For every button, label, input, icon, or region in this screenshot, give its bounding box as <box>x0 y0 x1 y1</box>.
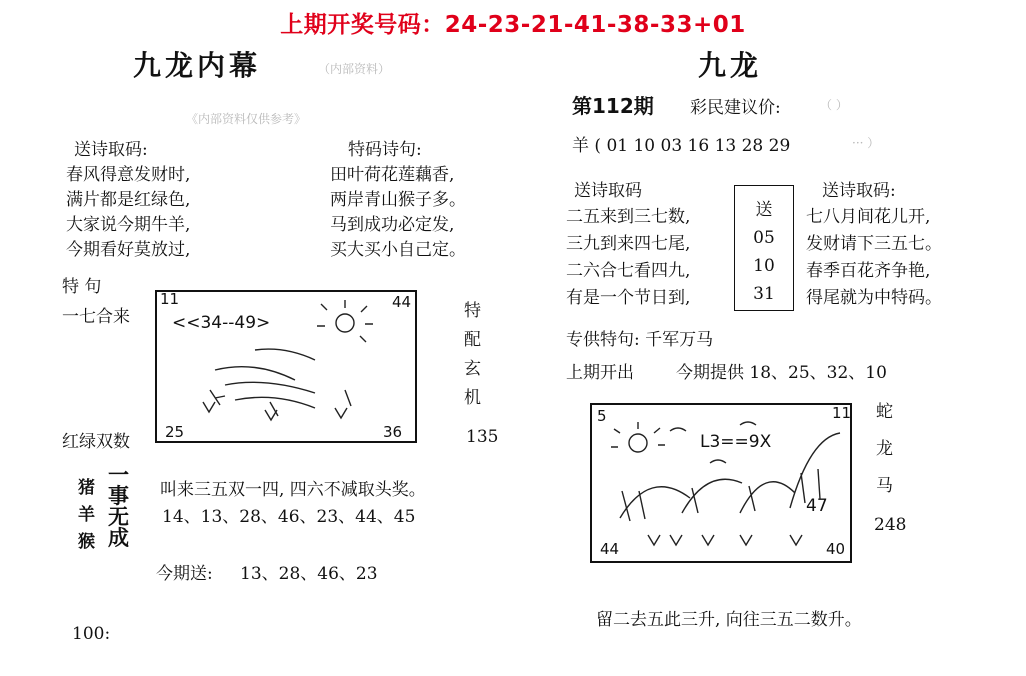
poem-line: 今期看好莫放过, <box>66 240 191 260</box>
send-box-number: 10 <box>753 256 775 276</box>
last-open-label: 上期开出 <box>566 363 634 383</box>
left-faint-note: 《内部资料仅供参考》 <box>186 112 307 126</box>
color-label: 红绿双数 <box>62 432 130 452</box>
price-label: 彩民建议价: <box>690 98 781 118</box>
animal: 猴 <box>78 532 95 552</box>
hatch-strokes-icon <box>622 469 820 521</box>
picture-corner-number: 25 <box>165 423 185 441</box>
right-side-vertical <box>876 394 893 505</box>
idiom-char: 一 <box>108 462 129 487</box>
picture-corner-number: 44 <box>600 540 620 558</box>
idiom-vertical <box>108 464 129 548</box>
picture-scribble: <<34--49> <box>172 313 271 333</box>
sun-icon <box>336 314 354 332</box>
right-title: 九龙 <box>698 49 763 82</box>
poem-line: 马到成功必定发, <box>330 215 455 235</box>
sheep-faint: ··· ） <box>852 136 880 150</box>
idiom-char: 无 <box>108 504 129 529</box>
send-label: 今期送: <box>156 564 213 584</box>
picture-corner-number: 11 <box>832 404 852 422</box>
sheep-line: 羊 ( 01 10 03 16 13 28 29 <box>572 136 791 156</box>
animal: 羊 <box>78 505 95 525</box>
tejv-label: 特 句 <box>62 277 102 297</box>
number-line: 14、13、28、46、23、44、45 <box>162 507 416 527</box>
side-char: 机 <box>464 388 481 408</box>
side-char: 特 <box>464 301 481 321</box>
poem-line: 七八月间花儿开, <box>806 207 931 227</box>
sun-icon <box>629 434 647 452</box>
poem-line: 大家说今期牛羊, <box>66 215 191 235</box>
sun-rays-icon <box>317 300 373 342</box>
poem-line: 满片都是红绿色, <box>66 190 191 210</box>
left-poem-header-right: 特码诗句: <box>348 140 422 160</box>
right-poem-right <box>806 204 942 312</box>
picture-corner-number: 36 <box>383 423 403 441</box>
poem-line: 三九到来四七尾, <box>566 234 691 254</box>
right-poem-header-left: 送诗取码 <box>574 181 642 201</box>
picture-corner-number: 44 <box>392 293 412 311</box>
animal: 猪 <box>78 478 95 498</box>
hatch-strokes-icon <box>215 349 315 408</box>
animal-list <box>78 475 95 556</box>
idiom-char: 事 <box>108 483 129 508</box>
poem-line: 二五来到三七数, <box>566 207 691 227</box>
price-faint: （ ） <box>820 98 848 112</box>
left-poem-header-left: 送诗取码: <box>74 140 148 160</box>
send-numbers: 13、28、46、23 <box>240 564 378 584</box>
send-box-label: 送 <box>755 200 773 220</box>
picture-corner-number: 40 <box>826 540 846 558</box>
left-picture-drawing <box>155 290 417 443</box>
tejv-text: 一七合来 <box>62 307 130 327</box>
right-poem-header-right: 送诗取码: <box>822 181 896 201</box>
send-box-number: 31 <box>753 284 775 304</box>
left-poem-right <box>330 163 466 263</box>
poem-line: 得尾就为中特码。 <box>806 288 942 308</box>
period-label: 第112期 <box>572 94 654 118</box>
left-faint-subtitle: （内部资料） <box>318 62 391 76</box>
poem-line: 两岸青山猴子多。 <box>330 190 466 210</box>
page-number: 100: <box>72 624 111 644</box>
left-side-number: 135 <box>466 427 499 447</box>
picture-corner-number: 5 <box>597 407 607 425</box>
left-title: 九龙内幕 <box>133 49 262 82</box>
send-box-number: 05 <box>753 228 775 248</box>
poem-line: 田叶荷花莲藕香, <box>330 165 455 185</box>
special-line: 专供特句: 千军万马 <box>566 330 714 350</box>
side-char: 玄 <box>464 359 481 379</box>
poem-line: 买大买小自己定。 <box>330 240 466 260</box>
side-char: 配 <box>464 330 481 350</box>
picture-corner-number: 11 <box>160 290 180 308</box>
down-arrow-icon <box>648 535 802 545</box>
picture-number: 47 <box>806 496 828 516</box>
side-char: 龙 <box>876 439 893 459</box>
rhyme-line: 叫来三五双一四, 四六不减取头奖。 <box>160 480 426 500</box>
right-footer: 留二去五此三升, 向往三五二数升。 <box>596 610 862 630</box>
poem-line: 春季百花齐争艳, <box>806 261 931 281</box>
picture-scribble: L3==9X <box>700 432 772 452</box>
mountain-icon <box>620 433 840 518</box>
right-side-number: 248 <box>874 515 907 535</box>
bird-icon <box>670 422 756 463</box>
idiom-char: 成 <box>108 525 129 550</box>
poem-line: 春风得意发财时, <box>66 165 191 185</box>
side-char: 马 <box>876 476 893 496</box>
arrow-strokes-icon <box>210 390 351 416</box>
poem-line: 发财请下三五七。 <box>806 234 942 254</box>
right-poem-left <box>566 204 690 312</box>
side-char: 蛇 <box>876 402 893 422</box>
offer-line: 今期提供 18、25、32、10 <box>676 363 887 383</box>
left-poem-left <box>66 163 190 263</box>
result-banner: 上期开奖号码：24-23-21-41-38-33+01 <box>280 12 746 38</box>
right-picture-drawing <box>590 403 852 563</box>
send-box-content <box>734 196 794 308</box>
left-side-vertical <box>464 297 481 413</box>
poem-line: 有是一个节日到, <box>566 288 691 308</box>
poem-line: 二六合七看四九, <box>566 261 691 281</box>
